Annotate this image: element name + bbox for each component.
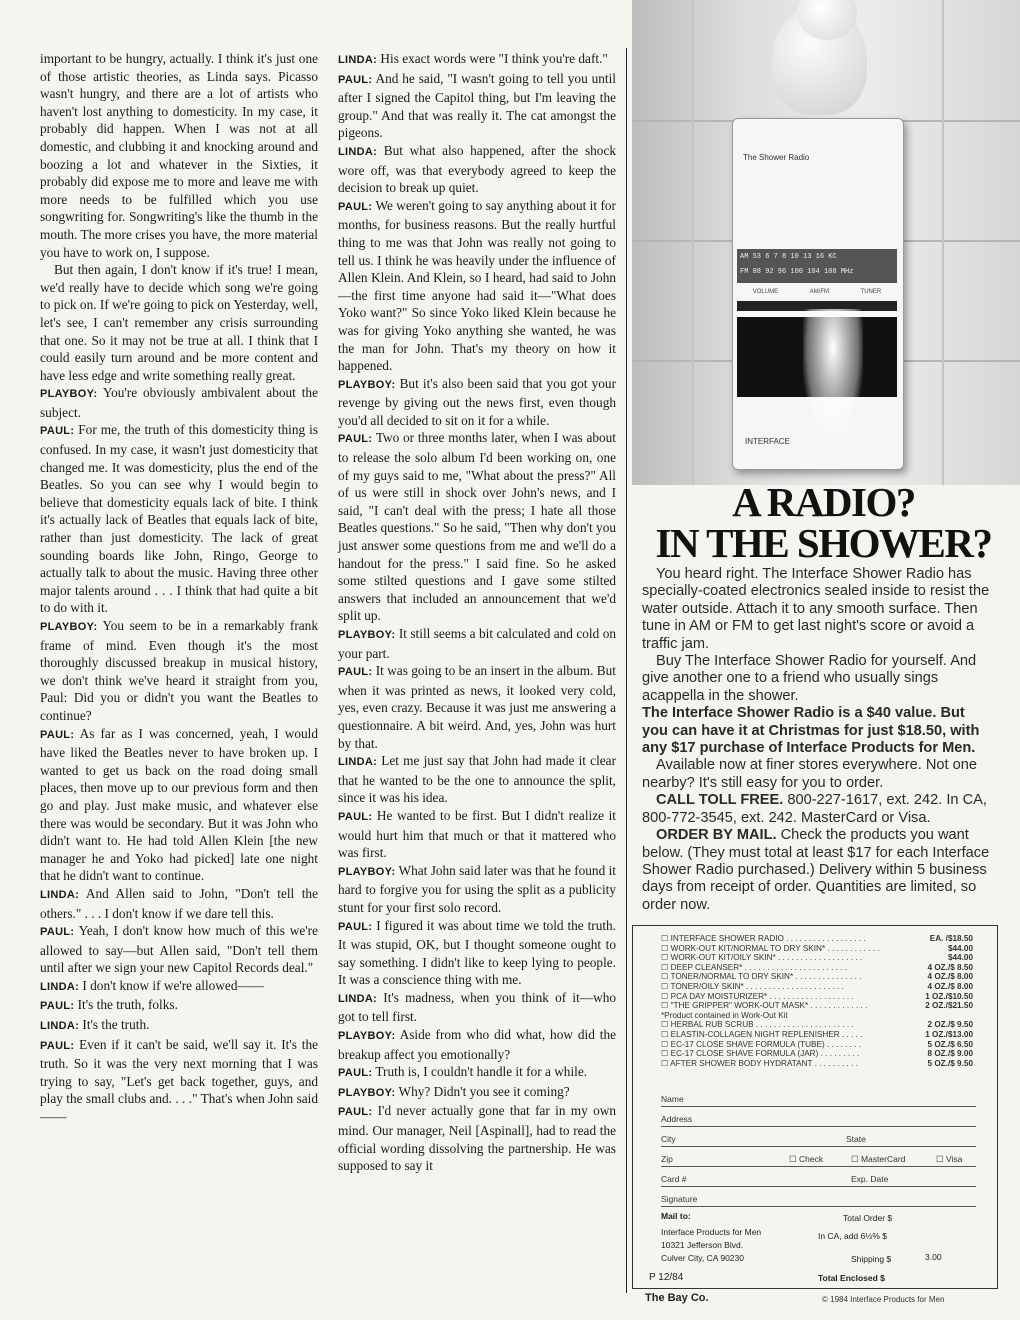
- paragraph: [338, 1063, 616, 1083]
- paragraph: [338, 625, 616, 662]
- paragraph-text: As far as I was concerned, yeah, I would have liked the Beatles never to have broken up. I wanted to get us back on the road doing small places, then move up to our previous form and then go and play. Just make music, and whatever else there was would be secondary. But it was John who didn't want to. He had told Allen Klein [the new manager he and Yoko had picked] late one night that he didn't want to continue.: [40, 725, 318, 884]
- product-row[interactable]: [661, 1059, 973, 1068]
- product-row[interactable]: [661, 1011, 973, 1020]
- product-row[interactable]: [661, 953, 973, 962]
- paragraph: [338, 375, 616, 430]
- total-enclosed-label: Total Enclosed $: [818, 1273, 885, 1283]
- product-price: 4 OZ./$ 8.00: [927, 982, 973, 991]
- product-name: ☐ WORK-OUT KIT/NORMAL TO DRY SKIN* . . . . . . . . . . . .: [661, 943, 880, 953]
- shower-radio-device: [732, 118, 904, 470]
- product-name: *Product contained in Work-Out Kit: [661, 1010, 788, 1020]
- speaker-label: PLAYBOY:: [40, 621, 98, 633]
- speaker-label: PLAYBOY:: [338, 629, 396, 641]
- call-text: 800-227-1617, ext. 242. In CA, 800-772-3545, ext. 242. MasterCard or Visa.: [642, 792, 987, 826]
- paragraph: [338, 917, 616, 989]
- paragraph-text: Truth is, I couldn't handle it for a while.: [375, 1064, 588, 1080]
- ad-paragraph-4: Available now at finer stores everywhere. Not one nearby? It's still easy for you to order.: [642, 757, 977, 791]
- speaker-label: PAUL:: [338, 200, 373, 213]
- paragraph: [338, 1102, 616, 1174]
- product-price: EA. /$18.50: [929, 934, 973, 943]
- signature-field[interactable]: Signature: [661, 1194, 976, 1207]
- ad-photo: [632, 0, 1020, 485]
- speaker-label: PAUL:: [338, 666, 373, 679]
- product-row[interactable]: [661, 1040, 973, 1049]
- product-row[interactable]: [661, 1030, 973, 1039]
- product-price: 2 OZ./$21.50: [925, 1001, 973, 1011]
- knob-amfm: AM/FM: [809, 289, 829, 295]
- zip-field[interactable]: Zip ☐ Check ☐ MasterCard ☐ Visa: [661, 1154, 976, 1167]
- speaker-label: PLAYBOY:: [338, 1030, 396, 1043]
- name-field[interactable]: Name: [661, 1094, 976, 1107]
- paragraph: [338, 50, 616, 70]
- ad-copy: [642, 566, 992, 914]
- call-bold: CALL TOLL FREE.: [656, 792, 784, 809]
- company-name: Interface Products for Men: [661, 1227, 762, 1237]
- product-name: ☐ ELASTIN-COLLAGEN NIGHT REPLENISHER . . . . .: [661, 1030, 863, 1039]
- product-price: 8 OZ./$ 9.00: [927, 1049, 973, 1059]
- speaker-label: PAUL:: [40, 1039, 75, 1052]
- paragraph: [338, 752, 616, 807]
- paragraph-text: Two or three months later, when I was about to release the solo album I'd been working on, one of my guys said to me, "What about the press?" All of us were still in shock over John's news, and I said, "I can't deal with the press; I hate all those Beatles questions." So he said, "Then why don't you just answer some questions from me and we'll do a handout for the press." I said fine. So he asked some stilted questions and I gave some stilted answers that included an announcement that we'd split up.: [338, 430, 616, 624]
- paragraph-text: I'd never actually gone that far in my own mind. Our manager, Neil [Aspinall], had to read the official wording dissolving the partnership. He was supposed to say it: [338, 1103, 616, 1174]
- ad-footer-left: The Bay Co.: [645, 1292, 709, 1304]
- paragraph-text: It's madness, when you think of it—who got to tell first.: [338, 989, 617, 1025]
- paragraph: [338, 70, 616, 142]
- paragraph: [338, 1026, 616, 1063]
- product-name: ☐ PCA DAY MOISTURIZER* . . . . . . . . . . . . . . . . . . .: [661, 991, 854, 1001]
- product-name: ☐ "THE GRIPPER" WORK-OUT MASK* . . . . . . . . . . . . .: [661, 1001, 868, 1011]
- speaker-label: LINDA:: [338, 992, 378, 1005]
- product-row[interactable]: [661, 1020, 973, 1029]
- paragraph-text: We weren't going to say anything about it for months, for business reasons. But the really hurtful thing to me was that John was really not going to tell us. I think he was heavily under the influence of Allen Klein. And Klein, so I heard, had said to John—the first time anyone had said it—"What does Yoko want?" So since Yoko liked Klein because he was for giving Yoko anything she wanted, he was the man for John. That's my theory on how it happened.: [338, 197, 616, 374]
- product-name: ☐ DEEP CLEANSER* . . . . . . . . . . . . . . . . . . . . . . .: [661, 962, 847, 972]
- state-label: State: [846, 1134, 866, 1144]
- ad-paragraph-1: You heard right. The Interface Shower Radio has specially-coated electronics sealed inside to resist the water outside. Attach it to any smooth surface. Then tune in AM or FM to get last night's score or avoid a traffic jam.: [642, 566, 990, 652]
- ad-offer: The Interface Shower Radio is a $40 value. But you can have it at Christmas for just $18.50, with any $17 purchase of Interface Products for Men.: [642, 705, 980, 757]
- paragraph: [338, 142, 616, 197]
- product-name: ☐ HERBAL RUB SCRUB . . . . . . . . . . . . . . . . . . . . . .: [661, 1020, 854, 1030]
- speaker-label: PAUL:: [40, 926, 75, 939]
- mail-to-label: Mail to:: [661, 1211, 691, 1221]
- product-name: ☐ EC-17 CLOSE SHAVE FORMULA (TUBE) . . . . . . . .: [661, 1039, 862, 1049]
- speaker-label: PLAYBOY:: [338, 378, 396, 391]
- knob-volume: VOLUME: [752, 289, 779, 295]
- order-form: [632, 925, 998, 1289]
- paragraph: [40, 421, 318, 617]
- paragraph-text: It was going to be an insert in the album. But when it was printed as news, it looked very cold, yes, even crazy. Because it was just me answering a questionnaire. A bit weird. And, yes, John was hurt by that.: [338, 663, 616, 751]
- product-row[interactable]: [661, 992, 973, 1001]
- product-price: 5 OZ./$ 6.50: [927, 1039, 973, 1049]
- paragraph-text: I figured it was about time we told the truth. It was stupid, OK, but I thought someone ought to say something. I didn't like to keep lying to people. It was a conscience thing with me.: [338, 917, 617, 988]
- paragraph-text: You're obviously ambivalent about the subject.: [40, 385, 318, 420]
- speaker-label: PAUL:: [338, 433, 373, 446]
- paragraph-text: I don't know if we're allowed——: [82, 977, 265, 993]
- paragraph: [40, 1016, 318, 1036]
- paragraph: [338, 662, 616, 752]
- total-order-label: Total Order $: [843, 1213, 893, 1223]
- product-price: $44.00: [947, 943, 973, 953]
- speaker-label: LINDA:: [40, 980, 80, 993]
- product-price: 5 OZ./$ 9.50: [927, 1058, 973, 1068]
- paragraph-text: Aside from who did what, how did the breakup affect you emotionally?: [338, 1027, 616, 1062]
- product-price: 4 OZ./$ 8.50: [927, 962, 973, 972]
- check-option[interactable]: ☐ Check: [789, 1154, 824, 1164]
- product-name: ☐ WORK-OUT KIT/OILY SKIN* . . . . . . . . . . . . . . . . . . .: [661, 953, 863, 963]
- paragraph: [40, 617, 318, 725]
- product-name: ☐ TONER/OILY SKIN* . . . . . . . . . . . . . . . . . . . . . .: [661, 982, 844, 991]
- product-price: 1 OZ./$13.00: [925, 1030, 973, 1039]
- speaker-label: PAUL:: [338, 73, 373, 86]
- paragraph: [40, 725, 318, 885]
- product-row[interactable]: [661, 1049, 973, 1058]
- paragraph: [40, 1036, 318, 1126]
- product-name: ☐ EC-17 CLOSE SHAVE FORMULA (JAR) . . . . . . . . .: [661, 1049, 860, 1059]
- product-row[interactable]: [661, 1001, 973, 1010]
- dial-fm: FM 88 92 96 100 104 108 MHz: [740, 268, 854, 276]
- paragraph-text: For me, the truth of this domesticity thing is confused. In my case, it wasn't just domesticity that changed me. It was domesticity, plus the end of the Beatles. So you can see why I would begin to believe that domesticity equals lack of bite. I think it's actually lack of Beatles that equals lack of bite, rather than just domesticity. The lack of great sounding boards like John, Ringo, George to actually talk to about the music. Having three other major talents around . . . I think that had quite a bit to do with it.: [40, 422, 319, 616]
- company-city: Culver City, CA 90230: [661, 1253, 744, 1263]
- product-row[interactable]: [661, 972, 973, 981]
- paragraph-text: Even if it can't be said, we'll say it. It's the truth. So it was the very next morning that I was trying to say, "Let's get back together, guys, and play the small clubs and. . . ." That's when John said——: [40, 1036, 318, 1125]
- speaker-label: LINDA:: [338, 145, 378, 158]
- paragraph: [40, 384, 318, 421]
- product-name: ☐ TONER/NORMAL TO DRY SKIN* . . . . . . . . . . . . . . .: [661, 972, 862, 982]
- speaker-label: LINDA:: [338, 756, 378, 769]
- exp-label: Exp. Date: [851, 1174, 889, 1184]
- shower-radio-ad: [627, 0, 1020, 1320]
- shipping-value: 3.00: [925, 1252, 942, 1262]
- paragraph-text: It's the truth, folks.: [77, 997, 178, 1013]
- headline-line-1: A RADIO?: [732, 479, 915, 525]
- visa-option[interactable]: ☐ Visa: [936, 1154, 963, 1164]
- headline-line-2: IN THE SHOWER?: [655, 520, 992, 566]
- paragraph: [338, 197, 616, 375]
- paragraph-text: But it's also been said that you got your revenge by giving out the news first, even though you'd all decided to sit on it for a while.: [338, 375, 617, 428]
- speaker-label: PLAYBOY:: [338, 865, 396, 878]
- knob-labels: [737, 289, 897, 295]
- company-street: 10321 Jefferson Blvd.: [661, 1240, 744, 1250]
- product-row[interactable]: [661, 944, 973, 953]
- ad-headline: [627, 479, 1020, 566]
- paragraph-text: But then again, I don't know if it's true! I mean, we'd really have to decide which song we're going to pick on. If we're going to pick on Yesterday, well, let's see, I can't remember any crisis surrounding that one. So it may not be true at all. I think that I could easily turn around and be more content and have less edge and write something really great.: [40, 262, 318, 383]
- paragraph-text: He wanted to be first. But I didn't realize it would hurt him that much or that it mattered who was first.: [338, 807, 617, 861]
- water-spray: [803, 309, 863, 439]
- speaker-label: PLAYBOY:: [338, 1086, 396, 1099]
- speaker-label: PAUL:: [338, 810, 373, 823]
- product-row[interactable]: [661, 982, 973, 991]
- radio-label: The Shower Radio: [743, 153, 810, 162]
- speaker-label: PAUL:: [338, 1067, 373, 1080]
- paragraph-text: What John said later was that he found it hard to forgive you for using the split as a publicity stunt for your first solo record.: [338, 862, 616, 915]
- paragraph-text: Let me just say that John had made it clear that he wanted to be the one to announce the split, since it was his idea.: [338, 753, 617, 806]
- product-price: 2 OZ./$ 9.50: [927, 1020, 973, 1030]
- paragraph: [338, 989, 616, 1026]
- speaker-label: PLAYBOY:: [40, 388, 98, 401]
- ad-call: [642, 792, 992, 827]
- paragraph-text: Yeah, I don't know how much of this we're allowed to say—but Allen said, "Don't tell them until after we sign your new Capitol Records deal.": [40, 923, 318, 976]
- offer-code: P 12/84: [649, 1272, 684, 1283]
- product-price: 4 OZ./$ 8.00: [927, 972, 973, 982]
- paragraph: [338, 1083, 616, 1103]
- paragraph-text: It's the truth.: [82, 1017, 150, 1033]
- paragraph: [338, 862, 616, 917]
- speaker-label: LINDA:: [338, 54, 378, 66]
- speaker-label: LINDA:: [40, 1020, 80, 1033]
- paragraph-text: His exact words were "I think you're daft.": [380, 51, 608, 66]
- dial-am: AM 53 6 7 8 10 13 16 KC: [740, 253, 837, 261]
- knob-tuner: TUNER: [860, 289, 882, 295]
- radio-dial: [737, 249, 897, 283]
- paragraph-text: You seem to be in a remarkably frank frame of mind. Even though it's the most thoroughly discussed breakup in musical history, we don't think we've heard it straight from you, Paul: Did you or didn't you want the Beatles to continue?: [40, 618, 318, 723]
- ad-paragraph-2: Buy The Interface Shower Radio for yourself. And give another one to a friend who usually sings acappella in the shower.: [642, 653, 977, 704]
- product-row[interactable]: [661, 934, 973, 943]
- paragraph-text: important to be hungry, actually. I think it's just one of those artistic theories, as Linda says. Picasso wasn't hungry, and there are a lot of artists who haven't lost anything to domesticity. In my case, it probably did happen. When I was not at all domestic, and clubbing it and knocking around and boozing a lot and whatever in the Sixties, it probably did expose me to more and leave me with more needs to be fulfilled which you use songwriting for. Songwriting's like the thumb in the mouth. The more crises you have, the more material you have to work on, I suppose.: [40, 51, 318, 260]
- article-column-1: [40, 50, 318, 1126]
- ad-footer-right: © 1984 Interface Products for Men: [822, 1295, 945, 1304]
- paragraph-text: And Allen said to John, "Don't tell the others." . . . I don't know if we dare tell this.: [40, 885, 318, 921]
- mastercard-option[interactable]: ☐ MasterCard: [851, 1154, 906, 1164]
- paragraph: [40, 50, 318, 261]
- article-column-2: [338, 50, 616, 1175]
- shipping-label: Shipping $: [851, 1254, 892, 1264]
- speaker-label: LINDA:: [40, 888, 80, 901]
- speaker-label: PAUL:: [338, 920, 373, 933]
- card-field[interactable]: Card # Exp. Date: [661, 1174, 976, 1187]
- product-price: $44.00: [947, 953, 973, 963]
- product-price: 1 OZ./$10.50: [925, 991, 973, 1001]
- paragraph-text: It still seems a bit calculated and cold on your part.: [338, 626, 616, 661]
- speaker-label: PAUL:: [40, 728, 75, 741]
- speaker-label: PAUL:: [40, 425, 75, 438]
- paragraph: [40, 261, 318, 384]
- speaker-label: PAUL:: [40, 1000, 75, 1013]
- paragraph: [338, 429, 616, 625]
- paragraph-text: And he said, "I wasn't going to tell you until after I signed the Capitol thing, but I'm leaving the group." And that was really it. The cat amongst the pigeons.: [338, 70, 616, 141]
- paragraph: [40, 922, 318, 977]
- tax-label: In CA, add 6½% $: [818, 1231, 887, 1241]
- paragraph-text: But what also happened, after the shock wore off, was that everybody agreed to keep the decision to break up quiet.: [338, 142, 616, 196]
- ad-mail: [642, 827, 992, 914]
- paragraph-text: Why? Didn't you see it coming?: [398, 1083, 570, 1099]
- product-name: ☐ INTERFACE SHOWER RADIO . . . . . . . . . . . . . . . . . .: [661, 934, 866, 943]
- paragraph: [40, 996, 318, 1016]
- radio-brand: INTERFACE: [745, 437, 790, 446]
- mail-text: Check the products you want below. (They must total at least $17 for each Interface Shower Radio purchased.) Delivery within 5 business days from receipt of order. Quantities are limited, so order now.: [642, 827, 990, 913]
- mail-bold: ORDER BY MAIL.: [656, 827, 777, 844]
- product-name: ☐ AFTER SHOWER BODY HYDRATANT . . . . . . . . . .: [661, 1058, 858, 1068]
- paragraph: [40, 885, 318, 922]
- paragraph: [338, 807, 616, 862]
- product-row[interactable]: [661, 963, 973, 972]
- address-field[interactable]: Address: [661, 1114, 976, 1127]
- speaker-label: PAUL:: [338, 1106, 373, 1119]
- paragraph: [40, 977, 318, 997]
- city-field[interactable]: City State: [661, 1134, 976, 1147]
